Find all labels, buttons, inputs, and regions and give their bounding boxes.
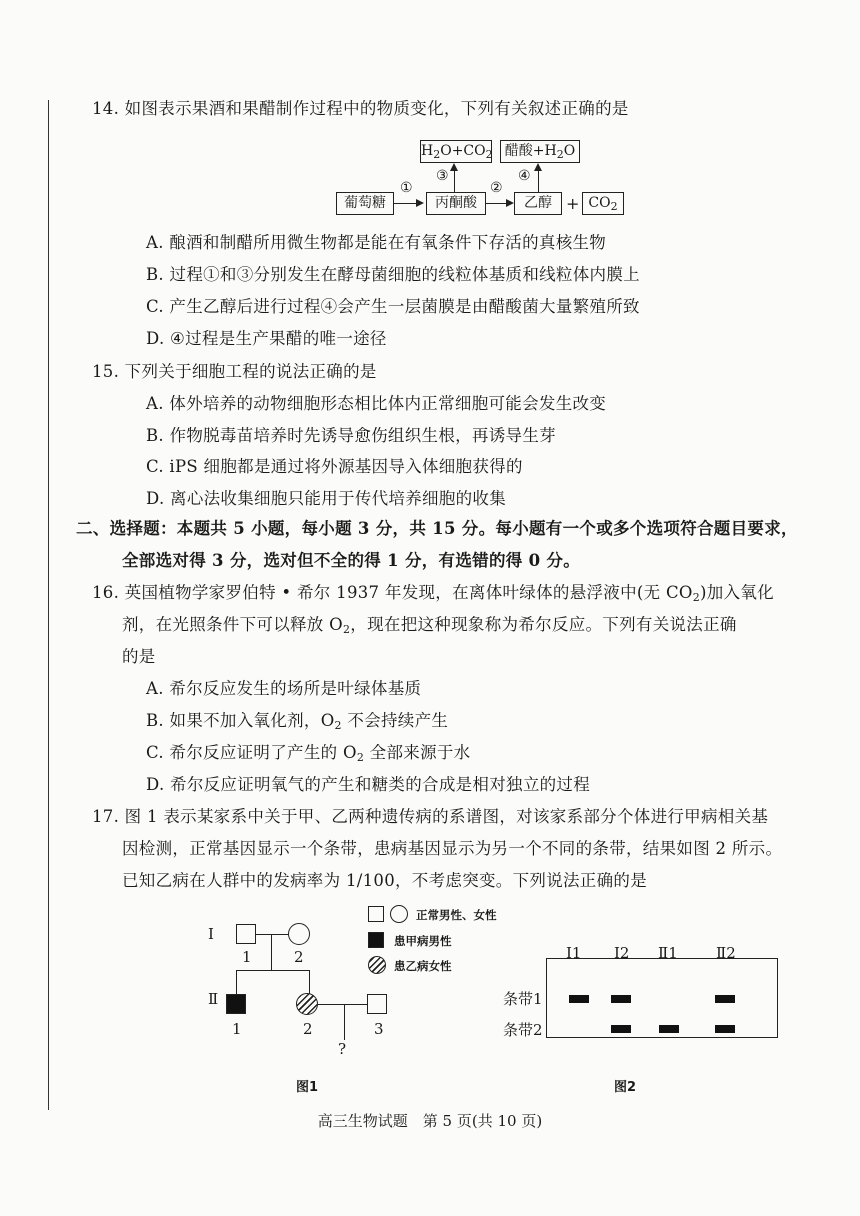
ii2-drop-line: [309, 970, 310, 994]
legend-a-text: 患甲病男性: [394, 934, 452, 948]
step1-label: ①: [400, 180, 413, 196]
band1-label: 条带1: [503, 990, 543, 1008]
step2-label: ②: [490, 180, 503, 196]
product3-box: $H_2O+CO_2$: [420, 140, 492, 163]
q17-stem-line3: 已知乙病在人群中的发病率为 1/100，不考虑突变。下列说法正确的是: [122, 871, 647, 890]
q16-option-d: D. 希尔反应证明氧气的产生和糖类的合成是相对独立的过程: [146, 775, 591, 794]
i2-number: 2: [294, 948, 304, 966]
band-ii2-band1: [715, 995, 735, 1003]
co2-box: $CO_2$: [582, 192, 624, 215]
section2-heading-line1: 二、选择题：本题共 5 小题，每小题 3 分，共 15 分。每小题有一个或多个选项符合题目要求，: [76, 519, 798, 538]
plus-sign: +: [566, 194, 580, 213]
legend-b-text: 患乙病女性: [394, 959, 452, 973]
figure1-caption: 图1: [296, 1080, 319, 1095]
band2-label: 条带2: [503, 1021, 543, 1039]
step3-label: ③: [436, 168, 449, 184]
arrow1-line: [394, 203, 418, 204]
q15-stem: 15. 下列关于细胞工程的说法正确的是: [92, 362, 377, 381]
band-i2-band2: [611, 1025, 631, 1033]
legend-normal-text: 正常男性、女性: [416, 908, 497, 922]
band-i2-band1: [611, 995, 631, 1003]
pyruvate-box: 丙酮酸: [426, 192, 486, 215]
q16-option-a: A. 希尔反应发生的场所是叶绿体基质: [146, 679, 422, 698]
q15-option-d: D. 离心法收集细胞只能用于传代培养细胞的收集: [146, 489, 507, 508]
arrow3-head: [450, 163, 458, 171]
i-descent-line: [271, 934, 272, 971]
lane-ii1-label: Ⅱ1: [658, 944, 678, 962]
lane-i1-label: Ⅰ1: [566, 944, 582, 962]
product4-box: 醋酸$+H_2O$: [500, 140, 580, 163]
section2-heading-line2: 全部选对得 3 分，选对但不全的得 1 分，有选错的得 0 分。: [122, 551, 581, 570]
ii2-number: 2: [303, 1020, 313, 1038]
band-ii2-band2: [715, 1025, 735, 1033]
band-ii1-band2: [659, 1025, 679, 1033]
i1-number: 1: [242, 948, 252, 966]
q17-stem-line2: 因检测，正常基因显示一个条带，患病基因显示为另一个不同的条带，结果如图 2 所示。: [122, 839, 783, 858]
arrow2-line: [486, 203, 508, 204]
q16-stem-line3: 的是: [122, 647, 156, 666]
q14-option-a: A. 酿酒和制醋所用微生物都是能在有氧条件下存活的真核生物: [146, 233, 607, 252]
legend-b-female-icon: [368, 956, 386, 974]
ii2-affected-female-b: [296, 993, 318, 1015]
ii-descent-line: [344, 1004, 345, 1040]
figure2-caption: 图2: [614, 1080, 637, 1095]
legend-a-male-icon: [368, 932, 384, 948]
unknown-offspring: ?: [338, 1040, 347, 1058]
arrow4-head: [534, 163, 542, 171]
q16-stem-line1: 16. 英国植物学家罗伯特 • 希尔 1937 年发现，在离体叶绿体的悬浮液中(无 $CO_2$)加入氧化: [92, 583, 774, 604]
ii1-affected-male-a: [226, 994, 246, 1014]
ii1-drop-line: [236, 970, 237, 994]
generation-i-label: Ⅰ: [208, 925, 214, 943]
i2-normal-female: [288, 923, 310, 945]
q16-stem-line2: 剂，在光照条件下可以释放 $O_2$，现在把这种现象称为希尔反应。下列有关说法正确: [122, 615, 737, 636]
i-marriage-line: [256, 934, 289, 935]
lane-i2-label: Ⅰ2: [614, 944, 630, 962]
lane-ii2-label: Ⅱ2: [716, 944, 736, 962]
legend-normal-male-icon: [368, 906, 384, 922]
q14-stem: 14. 如图表示果酒和果醋制作过程中的物质变化，下列有关叙述正确的是: [92, 99, 629, 118]
generation-ii-label: Ⅱ: [208, 990, 219, 1008]
band-i1-band1: [569, 995, 589, 1003]
arrow4-line: [538, 170, 539, 192]
arrow2-head: [506, 199, 514, 207]
q14-option-c: C. 产生乙醇后进行过程④会产生一层菌膜是由醋酸菌大量繁殖所致: [146, 297, 640, 316]
q14-option-b: B. 过程①和③分别发生在酵母菌细胞的线粒体基质和线粒体内膜上: [146, 265, 640, 284]
q16-option-c: C. 希尔反应证明了产生的 $O_2$ 全部来源于水: [146, 743, 471, 764]
ii-marriage-line: [318, 1004, 368, 1005]
q17-stem-line1: 17. 图 1 表示某家系中关于甲、乙两种遗传病的系谱图，对该家系部分个体进行甲病相关基: [92, 807, 769, 826]
binding-margin-line: [48, 100, 49, 1110]
q14-option-d: D. ④过程是生产果醋的唯一途径: [146, 329, 387, 348]
q15-option-c: C. iPS 细胞都是通过将外源基因导入体细胞获得的: [146, 457, 523, 476]
i-sibship-line: [236, 970, 310, 971]
q15-option-a: A. 体外培养的动物细胞形态相比体内正常细胞可能会发生改变: [146, 394, 607, 413]
ii1-number: 1: [232, 1020, 242, 1038]
page-footer: 高三生物试题 第 5 页(共 10 页): [317, 1112, 543, 1130]
legend-normal-female-icon: [390, 905, 408, 923]
ethanol-box: 乙醇: [514, 192, 562, 215]
step4-label: ④: [518, 168, 531, 184]
arrow3-line: [454, 170, 455, 192]
ii3-normal-male: [367, 994, 387, 1014]
i1-normal-male: [236, 924, 256, 944]
arrow1-head: [416, 199, 424, 207]
gel-frame: [546, 958, 778, 1038]
q16-option-b: B. 如果不加入氧化剂，$O_2$ 不会持续产生: [146, 711, 449, 732]
q15-option-b: B. 作物脱毒苗培养时先诱导愈伤组织生根，再诱导生芽: [146, 426, 556, 445]
ii3-number: 3: [374, 1020, 384, 1038]
glucose-box: 葡萄糖: [336, 192, 394, 215]
